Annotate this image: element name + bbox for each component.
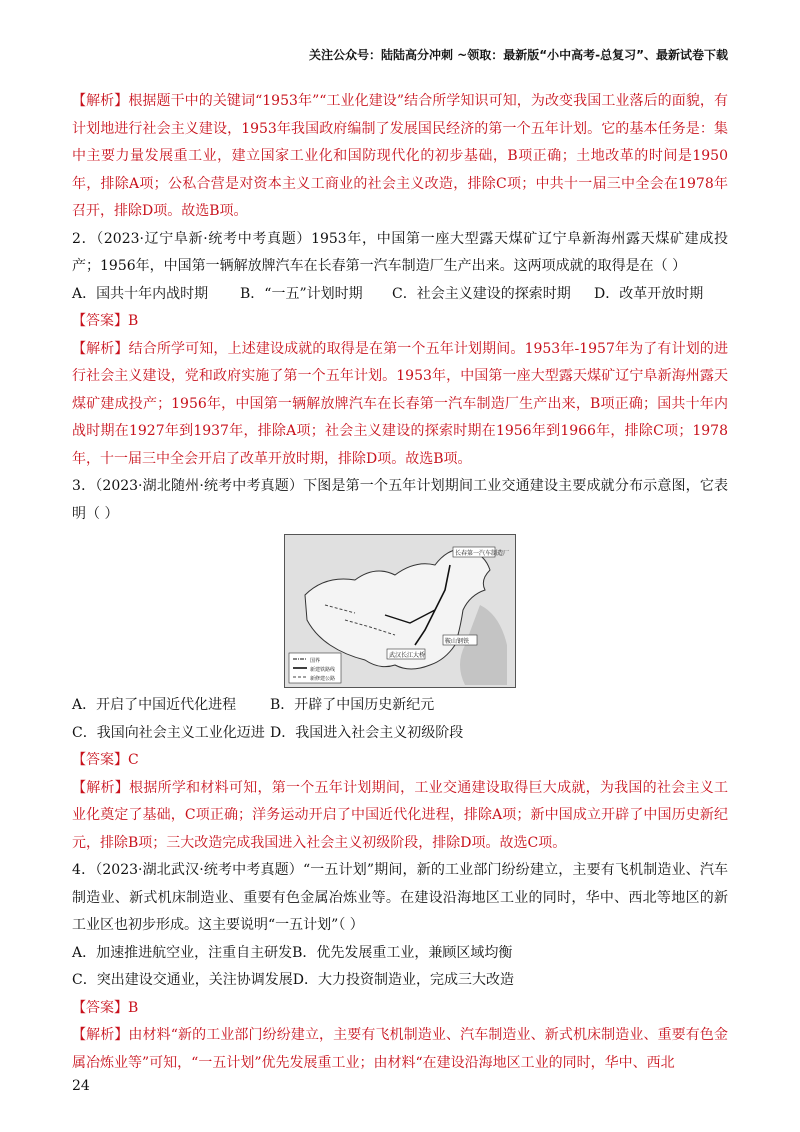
analysis-tag: 【解析】 bbox=[72, 779, 130, 796]
answer-tag: 【答案】 bbox=[72, 752, 128, 768]
q2-answer bbox=[72, 308, 728, 336]
q4-option-d: D．大力投资制造业，完成三大改造 bbox=[292, 972, 514, 988]
analysis-tag: 【解析】 bbox=[72, 93, 129, 109]
china-map-figure bbox=[284, 534, 516, 688]
map-label-anshan: 鞍山钢铁 bbox=[445, 638, 470, 645]
analysis-text: 由材料“新的工业部门纷纷建立，主要有飞机制造业、汽车制造业、新式机床制造业、重要有色金属冶炼业等”可知，“一五计划”优先发展重工业；由材料“在建设沿海地区工业的同时，华中、西北 bbox=[72, 1027, 728, 1071]
q3-option-b: B．开辟了中国历史新纪元 bbox=[270, 697, 435, 713]
answer-value: B bbox=[128, 999, 139, 1016]
q1-analysis bbox=[72, 88, 728, 226]
q2-options bbox=[72, 281, 728, 309]
q4-options-row2 bbox=[72, 967, 728, 995]
q4-option-c: C．突出建设交通业，关注协调发展 bbox=[72, 972, 293, 988]
q4-stem: 4．（2023·湖北武汉·统考中考真题）“一五计划”期间，新的工业部门纷纷建立，主要有飞机制造业、汽车制造业、新式机床制造业、重要有色金属冶炼业等。在建设沿海地区工业的同时，华中、西北等地区的新工业区也初步形成。这主要说明“一五计划”（ ） bbox=[72, 862, 728, 933]
legend-border: 国界 bbox=[310, 658, 321, 664]
q2-option-d: D．改革开放时期 bbox=[594, 285, 704, 302]
legend-road: 新修建公路 bbox=[310, 676, 336, 682]
q2-option-c: C．社会主义建设的探索时期 bbox=[392, 285, 571, 302]
page-header: 关注公众号：陆陆高分冲刺 ~领取：最新版“小中高考-总复习”、最新试卷下载 bbox=[309, 48, 728, 62]
legend-railway: 新建铁路线 bbox=[310, 667, 336, 673]
q4-option-b: B．优先发展重工业，兼顾区域均衡 bbox=[292, 944, 513, 961]
q3-answer bbox=[72, 747, 728, 775]
q3-stem: 3．（2023·湖北随州·统考中考真题）下图是第一个五年计划期间工业交通建设主要成就分布示意图，它表明（ ） bbox=[72, 478, 728, 522]
q3-option-d: D．我国进入社会主义初级阶段 bbox=[270, 724, 464, 741]
page-number: 24 bbox=[72, 1078, 90, 1094]
map-label-changchun: 长春第一汽车制造厂 bbox=[455, 550, 510, 557]
analysis-text: 根据所学和材料可知，第一个五年计划期间，工业交通建设取得巨大成就，为我国的社会主义工业化奠定了基础，C项正确；洋务运动开启了中国近代化进程，排除A项；新中国成立开辟了中国历史新纪元，排除B项；三大改造完成我国进入社会主义初级阶段，排除D项。故选C项。 bbox=[72, 779, 729, 851]
answer-value: B bbox=[128, 313, 139, 329]
q4-analysis bbox=[72, 1022, 728, 1077]
q2-option-b: B．“一五”计划时期 bbox=[240, 285, 363, 302]
document-body bbox=[72, 88, 728, 1077]
q4-options-row1 bbox=[72, 940, 728, 968]
q3-option-a: A．开启了中国近代化进程 bbox=[72, 697, 237, 713]
q2-option-a: A．国共十年内战时期 bbox=[72, 285, 209, 302]
analysis-text: 根据题干中的关键词“1953年”“工业化建设”结合所学知识可知，为改变我国工业落后的面貌，有计划地进行社会主义建设，1953年我国政府编制了发展国民经济的第一个五年计划。它的基本任务是：集中主要力量发展重工业，建立国家工业化和国防现代化的初步基础，B项正确；土地改革的时间是1950年，排除A项；公私合营是对资本主义工商业的社会主义改造，排除C项；中共十一届三中全会在1978年召开，排除D项。故选B项。 bbox=[72, 93, 728, 219]
map-image bbox=[285, 535, 515, 687]
analysis-tag: 【解析】 bbox=[72, 1027, 129, 1043]
answer-tag: 【答案】 bbox=[72, 999, 128, 1016]
q2-analysis bbox=[72, 336, 728, 474]
answer-value: C bbox=[128, 752, 139, 768]
answer-tag: 【答案】 bbox=[72, 313, 128, 329]
q3-analysis bbox=[72, 775, 728, 858]
q3-options-row2 bbox=[72, 720, 728, 748]
analysis-tag: 【解析】 bbox=[72, 340, 129, 357]
map-label-wuhan: 武汉长江大桥 bbox=[389, 652, 426, 659]
map-figure-wrap bbox=[72, 534, 728, 688]
q3-option-c: C．我国向社会主义工业化迈进 bbox=[72, 724, 265, 741]
q4-option-a: A．加速推进航空业，注重自主研发 bbox=[72, 944, 293, 961]
q2-stem: 2．（2023·辽宁阜新·统考中考真题）1953年，中国第一座大型露天煤矿辽宁阜新海州露天煤矿建成投产；1956年，中国第一辆解放牌汽车在长春第一汽车制造厂生产出来。这两项成就的取得是在（ ） bbox=[72, 230, 728, 274]
q3-options-row1 bbox=[72, 692, 728, 720]
analysis-text: 结合所学可知，上述建设成就的取得是在第一个五年计划期间。1953年-1957年为了有计划的进行社会主义建设，党和政府实施了第一个五年计划。1953年，中国第一座大型露天煤矿辽宁阜新海州露天煤矿建成投产；1956年，中国第一辆解放牌汽车在长春第一汽车制造厂生产出来，B项正确；国共十年内战时期在1927年到1937年，排除A项；社会主义建设的探索时期在1956年到1966年，排除C项；1978年，十一届三中全会开启了改革开放时期，排除D项。故选B项。 bbox=[72, 340, 728, 467]
q4-answer bbox=[72, 995, 728, 1023]
